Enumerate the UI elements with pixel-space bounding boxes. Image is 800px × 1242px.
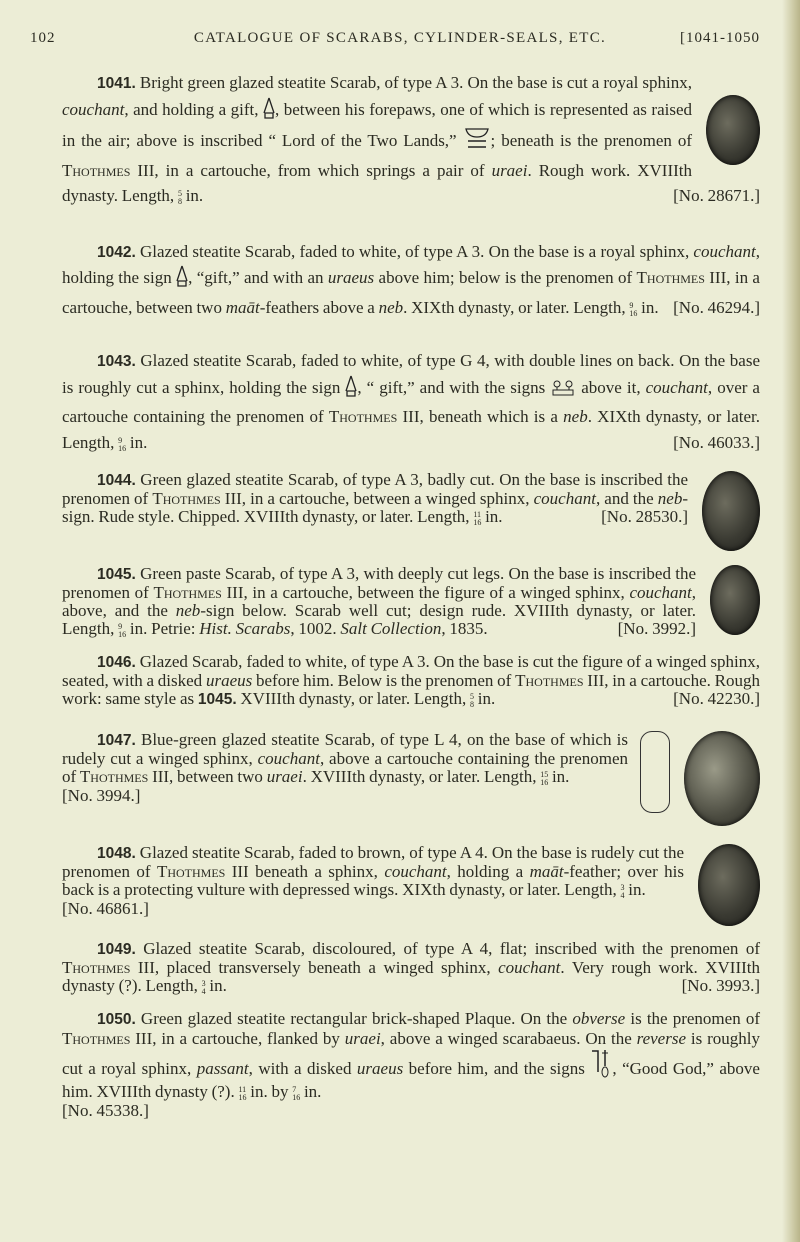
gift-sign-icon — [345, 375, 357, 405]
text-run: -feather; over his back is a protecting vulture with depressed wings. XIXth dynasty, or later. Length, — [62, 862, 684, 899]
text-run: -feathers above a — [259, 297, 379, 317]
good-god-sign-icon — [590, 1048, 612, 1083]
italic-term: reverse — [636, 1028, 687, 1048]
catalogue-entry — [62, 70, 760, 209]
text-run: in. — [181, 186, 204, 205]
catalogue-entry — [62, 565, 760, 639]
italic-term: uraeus — [327, 268, 375, 287]
entry-number: 1043. — [97, 353, 136, 370]
museum-number: [No. 45338.] — [62, 1100, 149, 1120]
text-run: , “Good God,” above him. XVIIIth dynasty (?). — [62, 1059, 760, 1101]
denominator: 16 — [292, 1092, 301, 1102]
text-run: . XIXth dynasty, or later. Length, — [403, 297, 630, 317]
catalogue-entry — [62, 471, 760, 551]
text-run: before him. Below is the prenomen of — [252, 671, 516, 690]
italic-term: Salt Collection — [340, 619, 442, 638]
catalogue-entry — [62, 239, 760, 321]
text-run: in. — [548, 767, 570, 786]
entry-number: 1050. — [97, 1011, 136, 1028]
museum-number: [No. 46861.] — [62, 899, 149, 918]
text-run: XVIIIth dynasty, or later. Length, — [236, 689, 471, 708]
text-run: Glazed steatite Scarab, discoloured, of type A 4, flat; inscribed with the prenomen of — [135, 939, 760, 958]
text-run: above him; below is the prenomen of — [374, 268, 637, 287]
king-name: Thothmes — [515, 671, 584, 690]
text-run: III, in a cartouche, between two — [62, 268, 760, 317]
text-run: , above a cartouche containing the prenomen of — [62, 749, 628, 786]
numerator: 9 — [118, 435, 123, 445]
entry-text — [62, 70, 760, 209]
text-run: , with a disked — [248, 1059, 357, 1078]
entry-number: 1044. — [97, 472, 136, 489]
text-run: III, in a cartouche, from which springs a pair of — [130, 160, 492, 180]
catalogue-entry — [62, 844, 760, 926]
numerator: 11 — [473, 510, 482, 519]
gift-sign-icon — [263, 97, 275, 127]
italic-term: couchant — [62, 99, 125, 119]
museum-number: [No. 28671.] — [673, 186, 760, 205]
catalogue-entry — [62, 653, 760, 709]
text-run: above it, — [576, 377, 646, 397]
text-run: in. — [126, 432, 148, 452]
denominator: 16 — [238, 1092, 247, 1102]
denominator: 16 — [118, 443, 127, 453]
museum-number: [No. 42230.] — [673, 689, 760, 708]
italic-term: uraeus — [205, 671, 253, 690]
denominator: 4 — [201, 987, 206, 996]
entry-number: 1041. — [97, 75, 136, 92]
catalogue-entry — [62, 348, 760, 455]
running-title: CATALOGUE OF SCARABS, CYLINDER-SEALS, ETC. — [193, 30, 607, 46]
denominator: 16 — [473, 518, 482, 527]
italic-term: Hist. Scarabs — [199, 619, 291, 638]
italic-term: couchant — [257, 749, 320, 768]
entry-number: 1048. — [97, 845, 136, 862]
italic-term: passant — [196, 1059, 249, 1078]
entry-text — [62, 940, 760, 996]
cartouche-drawing-1047 — [640, 731, 670, 813]
text-run: in. — [637, 297, 659, 317]
museum-number: [No. 3994.] — [62, 786, 141, 805]
text-run: in. — [624, 880, 646, 899]
text-run: , between his forepaws, one of which is represented as raised in the air; above is inscribed “ Lord of the Two Lands,” — [62, 99, 692, 150]
entry-number: 1045. — [197, 691, 237, 708]
italic-term: obverse — [572, 1009, 626, 1028]
text-run: Bright green glazed steatite Scarab, of type A 3. On the base is cut a royal sphinx, — [135, 73, 692, 92]
text-run: is roughly cut a royal sphinx, — [62, 1028, 760, 1078]
text-run: Green glazed steatite rectangular brick-shaped Plaque. On the — [135, 1009, 573, 1028]
text-run: , holding a — [446, 862, 530, 881]
italic-term: couchant — [693, 241, 756, 261]
neb-pair-sign-icon — [550, 379, 576, 405]
king-name: Thothmes — [79, 767, 149, 786]
entry-number: 1047. — [97, 732, 136, 749]
italic-term: neb — [657, 489, 683, 508]
king-name: Thothmes — [328, 407, 398, 426]
italic-term: maāt — [225, 297, 260, 317]
museum-number: [No. 3992.] — [617, 619, 696, 638]
text-run: III, beneath which is a — [397, 407, 564, 426]
numerator: 5 — [177, 189, 182, 198]
entry-number: 1049. — [97, 941, 136, 958]
italic-term: neb — [563, 407, 588, 426]
text-run: is the prenomen of — [625, 1009, 760, 1028]
text-run: Glazed steatite Scarab, faded to brown, of type A 4. On the base is rudely cut the prenomen of — [62, 843, 684, 881]
denominator: 4 — [620, 891, 625, 900]
numerator: 9 — [629, 300, 634, 310]
numerator: 7 — [292, 1084, 297, 1094]
text-run: in. Petrie: — [126, 619, 200, 638]
text-run: -sign below. Scarab well cut; design rude. XVIIIth dynasty, or later. Length, — [62, 601, 696, 638]
numerator: 3 — [620, 883, 625, 892]
page-number: 102 — [30, 30, 56, 46]
text-run: III, in a cartouche. Rough work: same style as — [62, 671, 760, 708]
king-name: Thothmes — [156, 862, 226, 881]
italic-term: uraeus — [356, 1059, 404, 1078]
italic-term: maāt — [529, 862, 564, 881]
text-run: , holding the sign — [62, 241, 760, 287]
text-run: in. — [481, 507, 503, 526]
text-run: Glazed Scarab, faded to white, of type A 3. On the base is cut the figure of a winged sphinx, seated, with a disked — [62, 652, 760, 690]
italic-term: neb — [378, 297, 404, 317]
page-edge-shadow — [782, 0, 800, 1242]
entry-text — [62, 239, 760, 321]
text-run: Green paste Scarab, of type A 3, with deeply cut legs. On the base is inscribed the prenomen of — [62, 564, 696, 602]
text-run: , above a winged scarabaeus. On the — [380, 1028, 637, 1048]
king-name: Thothmes — [636, 268, 705, 287]
museum-number: [No. 46294.] — [673, 297, 760, 317]
numerator: 15 — [540, 770, 549, 779]
scarab-photo-1044 — [702, 471, 760, 551]
text-run: , and holding a gift, — [124, 99, 263, 119]
king-name: Thothmes — [62, 958, 131, 977]
text-run: . Very rough work. XVIIIth dynasty (?). Length, — [62, 958, 760, 995]
denominator: 16 — [629, 308, 638, 318]
text-run: ; beneath is the prenomen of — [490, 131, 693, 150]
king-name: Thothmes — [152, 489, 221, 508]
text-run: Glazed steatite Scarab, faded to white, of type A 3. On the base is a royal sphinx, — [135, 241, 694, 261]
museum-number: [No. 46033.] — [673, 432, 760, 452]
king-name: Thothmes — [153, 583, 222, 602]
text-run: III, in a cartouche, flanked by — [130, 1028, 345, 1048]
text-run: . Rough work. XVIIIth dynasty. Length, — [62, 160, 692, 205]
denominator: 8 — [177, 197, 182, 206]
fraction — [540, 771, 548, 787]
entry-text — [62, 844, 760, 918]
numerator: 5 — [470, 692, 475, 701]
italic-term: uraei — [266, 767, 303, 786]
text-run: , 1002. — [290, 619, 341, 638]
king-name: Thothmes — [62, 1028, 131, 1048]
text-run: , and the — [595, 489, 658, 508]
catalogue-entries — [62, 0, 760, 1140]
text-run: . XIXth dynasty, or later. Length, — [62, 407, 761, 452]
text-run: III, placed transversely beneath a winged sphinx, — [130, 958, 499, 977]
entry-number: 1045. — [97, 566, 136, 583]
numerator: 3 — [201, 979, 206, 988]
text-run: , 1835. — [441, 619, 488, 638]
fraction — [118, 437, 126, 453]
text-run: Green glazed steatite Scarab, of type A 3, badly cut. On the base is inscribed the prenomen of — [62, 470, 688, 508]
denominator: 16 — [118, 630, 127, 639]
text-run: . XVIIIth dynasty, or later. Length, — [302, 767, 541, 786]
catalogue-entry — [62, 731, 760, 826]
entry-text — [62, 731, 760, 805]
text-run: in. by — [246, 1081, 293, 1101]
text-run: in. — [474, 689, 496, 708]
italic-term: couchant — [645, 377, 708, 397]
italic-term: couchant — [498, 958, 561, 977]
two-lands-sign-icon — [463, 126, 491, 158]
fraction — [292, 1086, 300, 1102]
denominator: 8 — [470, 700, 475, 709]
entry-text — [62, 565, 760, 639]
text-run: in. — [300, 1081, 322, 1101]
fraction — [118, 623, 126, 639]
king-name: Thothmes — [62, 160, 131, 180]
italic-term: uraei — [491, 160, 528, 180]
scarab-photo-1047 — [684, 731, 760, 826]
text-run: , “ gift,” and with the signs — [357, 377, 551, 397]
italic-term: couchant — [384, 862, 447, 881]
text-run: Glazed steatite Scarab, faded to white, of type G 4, with double lines on back. On the base is roughly cut a sphinx, holding the sign — [62, 351, 760, 397]
text-run: III, between two — [148, 767, 267, 786]
text-run: III, in a cartouche, between the figure of a winged sphinx, — [221, 583, 630, 602]
scarab-photo-1048 — [698, 844, 760, 926]
entry-text — [62, 348, 760, 455]
text-run: , over a cartouche containing the prenomen of — [62, 377, 760, 426]
gift-sign-icon — [176, 265, 188, 295]
text-run: before him, and the signs — [403, 1059, 591, 1078]
entry-number: 1046. — [97, 654, 136, 671]
catalogue-entry — [62, 940, 760, 996]
text-run: , above, and the — [62, 583, 697, 620]
italic-term: neb — [175, 601, 201, 620]
entry-text — [62, 653, 760, 709]
museum-number: [No. 28530.] — [601, 507, 688, 526]
entry-text — [62, 471, 760, 527]
catalogue-entry — [62, 1010, 760, 1120]
denominator: 16 — [540, 778, 549, 787]
text-run: III, in a cartouche, between a winged sphinx, — [220, 489, 534, 508]
museum-number: [No. 3993.] — [681, 976, 760, 995]
scarab-photo-1041 — [706, 95, 760, 165]
numerator: 11 — [238, 1084, 247, 1094]
italic-term: couchant — [533, 489, 596, 508]
numerator: 9 — [118, 622, 123, 631]
entry-text — [62, 1010, 760, 1120]
text-run: , “gift,” and with an — [188, 268, 328, 287]
italic-term: uraei — [344, 1028, 381, 1048]
italic-term: couchant — [629, 583, 692, 602]
text-run: in. — [205, 976, 227, 995]
text-run: Blue-green glazed steatite Scarab, of type L 4, on the base of which is rudely cut a winged sphinx, — [62, 730, 628, 768]
scarab-photo-1045 — [710, 565, 760, 635]
text-run: -sign. Rude style. Chipped. XVIIIth dynasty, or later. Length, — [62, 489, 688, 526]
entry-range: [1041-1050 — [680, 30, 760, 46]
entry-number: 1042. — [97, 243, 136, 261]
text-run: III beneath a sphinx, — [225, 862, 385, 881]
